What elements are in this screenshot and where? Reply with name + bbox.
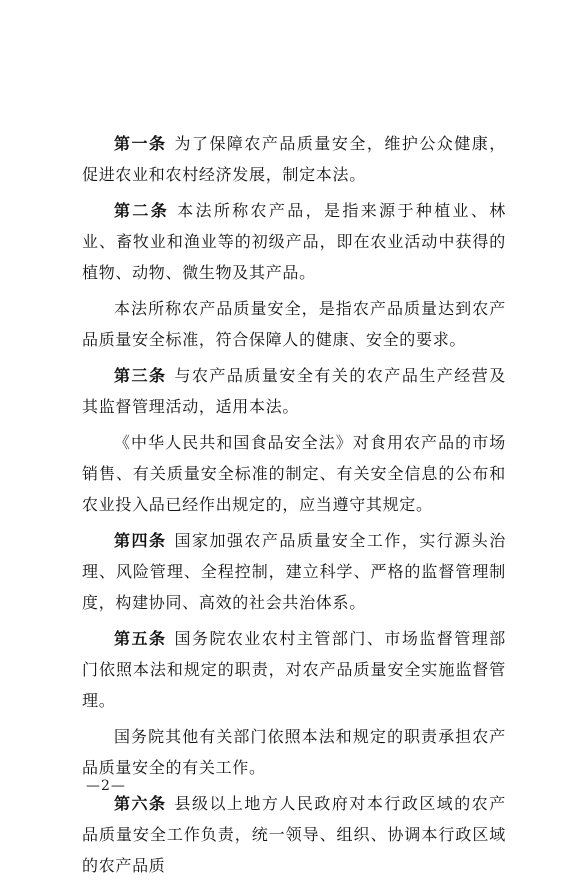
- paragraph-text: 国家加强农产品质量安全工作，实行源头治理、风险管理、全程控制，建立科学、严格的监督管理制度，构建协同、高效的社会共治体系。: [82, 531, 506, 612]
- paragraph-text: 为了保障农产品质量安全，维护公众健康，促进农业和农村经济发展，制定本法。: [82, 134, 506, 184]
- paragraph-text: 国务院农业农村主管部门、市场监督管理部门依照本法和规定的职责，对农产品质量安全实施监督管理。: [82, 629, 506, 710]
- article-number: 第六条: [114, 794, 167, 813]
- paragraph-text: 国务院其他有关部门依照本法和规定的职责承担农产品质量安全的有关工作。: [82, 727, 506, 777]
- paragraph-article-2-clause-2: [82, 293, 506, 355]
- article-number: 第二条: [114, 201, 170, 220]
- paragraph-text: 与农产品质量安全有关的农产品生产经营及其监督管理活动，适用本法。: [82, 366, 506, 416]
- paragraph-article-3-clause-2: [82, 427, 506, 520]
- document-body: [82, 128, 506, 886]
- page-number: —2—: [86, 778, 126, 794]
- paragraph-article-5: [82, 623, 506, 716]
- paragraph-article-5-clause-2: [82, 721, 506, 783]
- paragraph-article-1: [82, 128, 506, 190]
- paragraph-article-4: [82, 525, 506, 618]
- paragraph-text: 本法所称农产品，是指来源于种植业、林业、畜牧业和渔业等的初级产品，即在农业活动中获得的植物、动物、微生物及其产品。: [82, 201, 506, 282]
- paragraph-article-6: [82, 788, 506, 881]
- article-number: 第四条: [114, 531, 167, 550]
- paragraph-article-2: [82, 195, 506, 288]
- article-number: 第五条: [114, 629, 167, 648]
- paragraph-text: 《中华人民共和国食品安全法》对食用农产品的市场销售、有关质量安全标准的制定、有关安全信息的公布和农业投入品已经作出规定的，应当遵守其规定。: [82, 433, 506, 514]
- article-number: 第三条: [114, 366, 167, 385]
- paragraph-article-3: [82, 360, 506, 422]
- paragraph-text: 本法所称农产品质量安全，是指农产品质量达到农产品质量安全标准，符合保障人的健康、安全的要求。: [82, 299, 506, 349]
- paragraph-text: 县级以上地方人民政府对本行政区域的农产品质量安全工作负责，统一领导、组织、协调本行政区域的农产品质: [82, 794, 506, 875]
- article-number: 第一条: [114, 134, 167, 153]
